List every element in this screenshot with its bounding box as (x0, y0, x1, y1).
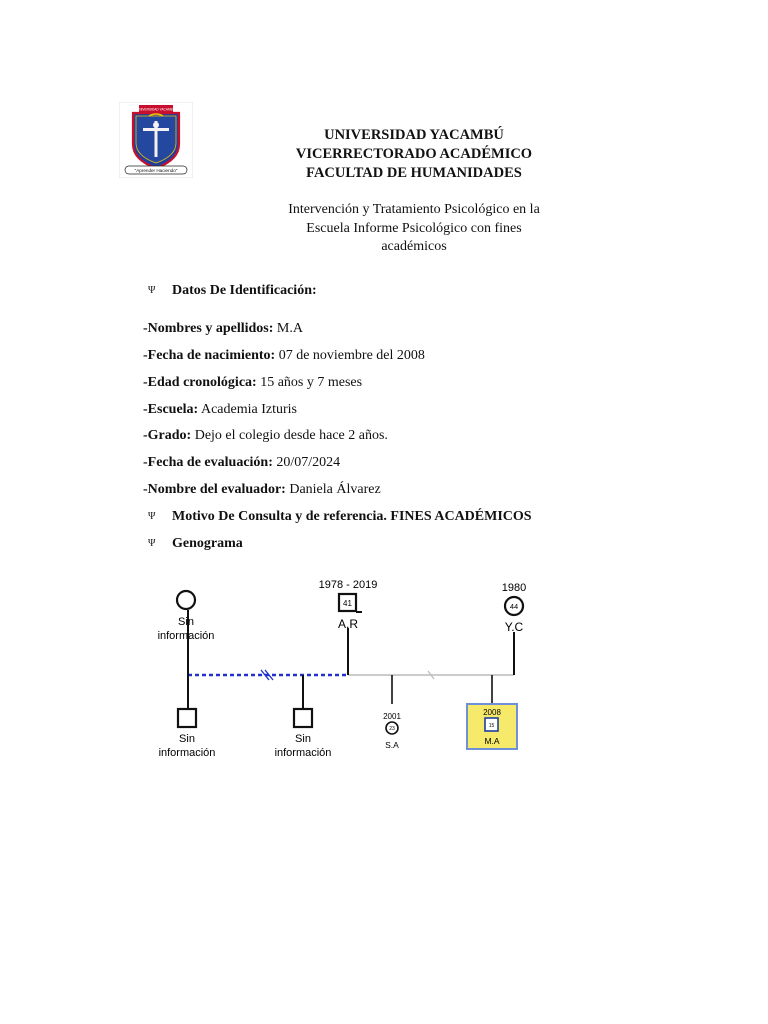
half-brother-1-label-1: Sin (179, 733, 195, 745)
mother-initials: Y.C (504, 620, 524, 634)
subtitle-line-1: Intervención y Tratamiento Psicológico en la (288, 202, 540, 217)
logo-banner-text: UNIVERSIDAD YACAMBÚ (136, 107, 176, 112)
field-label: -Fecha de evaluación: (143, 455, 273, 470)
field-value: 07 de noviembre del 2008 (278, 348, 425, 363)
section-genograma-title: Genograma (172, 536, 243, 551)
field-grado (143, 428, 388, 444)
logo-motto: "Aprender Haciendo" (134, 168, 178, 173)
psi-bullet-icon: Ψ (148, 511, 156, 522)
grandmother-label-1: Sin (178, 616, 194, 628)
father-years: 1978 - 2019 (318, 579, 378, 591)
field-value: 15 años y 7 meses (260, 375, 363, 390)
patient-initials: M.A (484, 736, 500, 746)
half-brother-2-label-1: Sin (295, 733, 311, 745)
report-subtitle (230, 201, 598, 257)
sister-initials: S.A (385, 740, 399, 750)
section-motivo-title: Motivo De Consulta y de referencia. FINES ACADÉMICOS (172, 509, 532, 524)
psi-bullet-icon: Ψ (148, 538, 156, 549)
grandmother-female-symbol (177, 591, 195, 609)
field-fecha-evaluacion (143, 455, 340, 471)
patient-year: 2008 (483, 708, 501, 717)
field-value: M.A (276, 321, 303, 336)
father-initials: A.R (337, 617, 359, 631)
psi-bullet-icon: Ψ (148, 285, 156, 296)
field-fecha-nacimiento (143, 348, 425, 364)
field-label: -Edad cronológica: (143, 375, 257, 390)
grandmother-label-2: información (157, 630, 215, 642)
field-evaluador (143, 482, 381, 498)
half-brother-2-label-2: información (274, 747, 332, 759)
field-label: -Escuela: (143, 402, 199, 417)
header-vicerrectorado: VICERRECTORADO ACADÉMICO (295, 146, 533, 162)
field-nombres (143, 321, 303, 337)
field-label: -Nombre del evaluador: (143, 482, 286, 497)
field-value: Daniela Álvarez (289, 482, 381, 497)
field-edad (143, 375, 362, 391)
field-label: -Nombres y apellidos: (143, 321, 274, 336)
section-identificacion (148, 283, 317, 299)
header-university: UNIVERSIDAD YACAMBÚ (324, 127, 504, 143)
header-facultad: FACULTAD DE HUMANIDADES (306, 165, 522, 181)
half-brother-1-label-2: información (158, 747, 216, 759)
subtitle-line-3: académicos (381, 239, 447, 254)
mother-age: 44 (509, 602, 519, 611)
genogram-diagram (140, 570, 580, 770)
section-genograma (148, 536, 243, 552)
subtitle-line-2: Escuela Informe Psicológico con fines (306, 220, 522, 236)
sister-year: 2001 (383, 712, 401, 721)
section-motivo (148, 509, 532, 525)
mother-year: 1980 (501, 582, 527, 594)
field-label: -Grado: (143, 428, 192, 443)
field-escuela (143, 402, 297, 418)
field-value: Dejo el colegio desde hace 2 años. (194, 428, 388, 443)
field-value: Academia Izturis (200, 402, 297, 417)
sister-age: 23 (389, 726, 395, 732)
patient-age: 15 (488, 723, 495, 729)
field-label: -Fecha de nacimiento: (143, 348, 276, 363)
institution-header (180, 126, 648, 183)
half-brother-2-male-symbol (294, 709, 312, 727)
section-identificacion-title: Datos De Identificación: (172, 283, 317, 298)
field-value: 20/07/2024 (276, 455, 341, 470)
half-brother-1-male-symbol (178, 709, 196, 727)
father-age: 41 (343, 599, 352, 608)
